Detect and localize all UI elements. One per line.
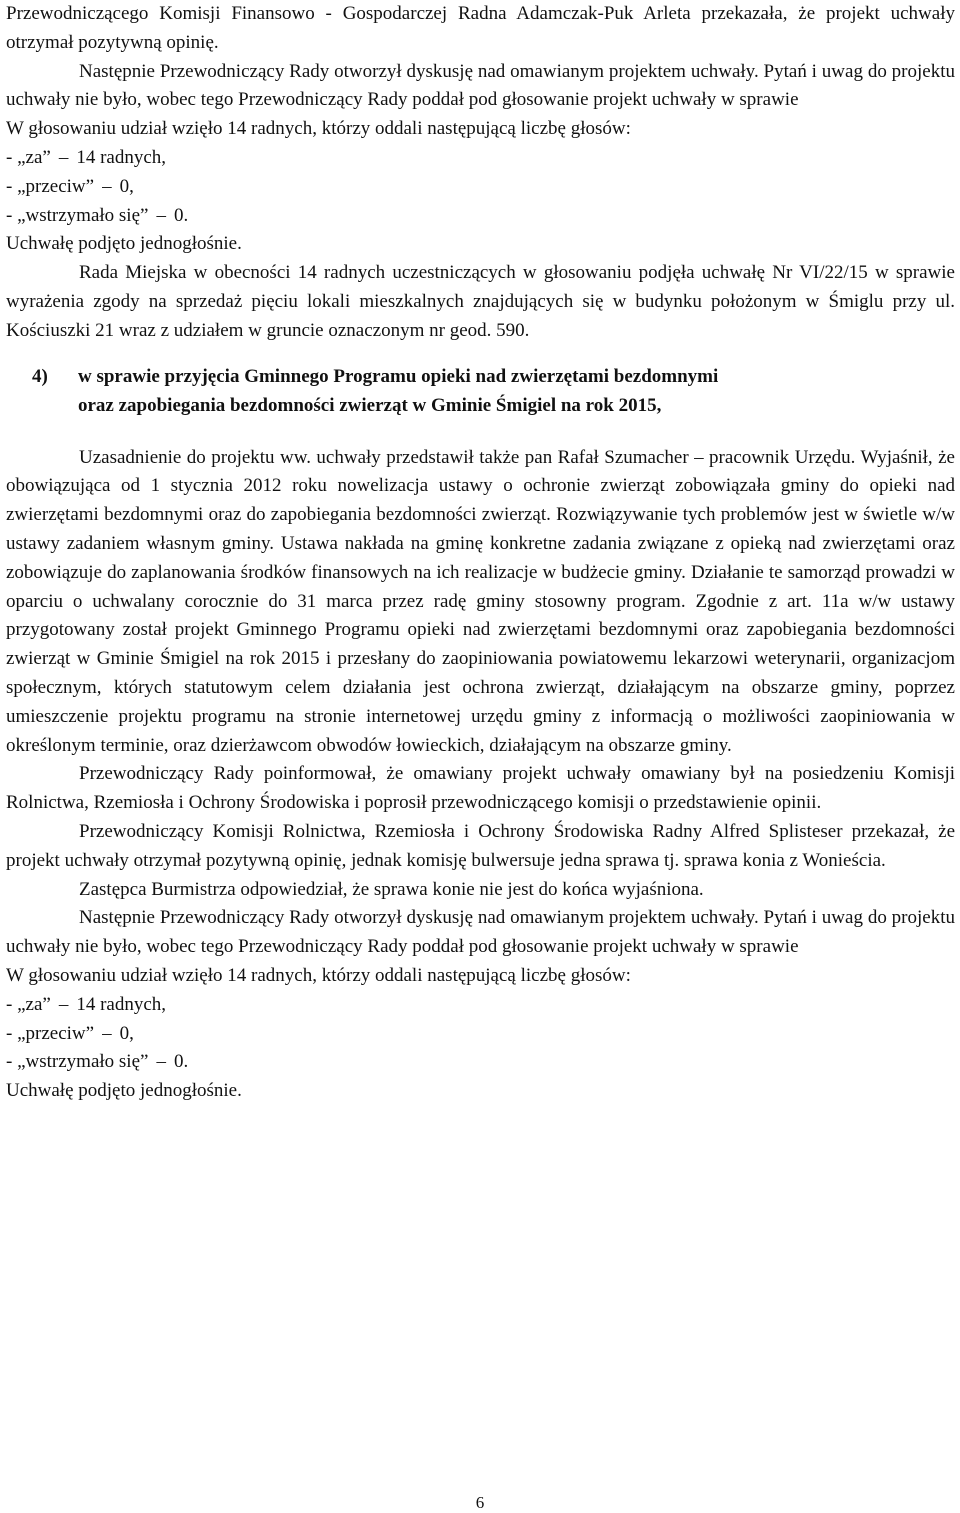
section-heading-line-2: oraz zapobiegania bezdomności zwierząt w Gminie Śmigiel na rok 2015, [78,394,662,416]
vote-list-2 [6,991,955,1077]
vote-intro-1: W głosowaniu udział wzięło 14 radnych, którzy oddali następującą liczbę głosów: [6,118,631,140]
paragraph-chair-info: Przewodniczący Rady poinformował, że omawiany projekt uchwały omawiany był na posiedzeniu Komisji Rolnictwa, Rzemiosła i Ochrony Środowiska i poprosił przewodniczącego komisji o przedstawienie opinii. [6,763,955,814]
section-heading-line-1: w sprawie przyjęcia Gminnego Programu opieki nad zwierzętami bezdomnymi [78,365,719,387]
vote-line-against: - „przeciw” – 0, [6,175,134,197]
vote-line-abstain: - „wstrzymało się” – 0. [6,1051,189,1073]
vote-line-against: - „przeciw” – 0, [6,1022,134,1044]
paragraph-discussion-2: Następnie Przewodniczący Rady otworzył dyskusję nad omawianym projektem uchwały. Pytań i uwag do projektu uchwały nie było, wobec tego Przewodniczący Rady poddał pod głosowanie projekt uchwały w sprawie [6,907,955,958]
paragraph-justification: Uzasadnienie do projektu ww. uchwały przedstawił także pan Rafał Szumacher – pracownik Urzędu. Wyjaśnił, że obowiązująca od 1 stycznia 2012 roku nowelizacja ustawy o ochronie zwierząt zobowiązała gminy do opieki nad zwierzętami bezdomnymi oraz do zapobiegania bezdomności zwierząt. Rozwiązywanie tych problemów jest w świetle w/w ustawy zadaniem własnym gminy. Ustawa nakłada na gminę konkretne zadania związane z opieką nad zwierzętami oraz zobowiązuje do zaplanowania środków finansowych na ich realizacje w budżecie gminy. Działanie te samorząd prowadzi w oparciu o uchwalany corocznie do 31 marca przez radę gminy stosowny program. Zgodnie z art. 11a w/w ustawy przygotowany został projekt Gminnego Programu opieki nad zwierzętami bezdomnymi oraz zapobiegania bezdomności zwierząt w Gminie Śmigiel na rok 2015 i przesłany do zaopiniowania powiatowemu lekarzowi weterynarii, organizacjom społecznym, których statutowym celem działania jest ochrona zwierząt, działającym na obszarze gminy, poprzez umieszczenie projektu programu na stronie internetowej urzędu gminy z informacją o możliwości zaopiniowania w określonym terminie, oraz dzierżawcom obwodów łowieckich, działającym na obszarze gminy. [6,446,955,756]
section-number: 4) [32,365,48,387]
vote-line-abstain: - „wstrzymało się” – 0. [6,204,189,226]
vote-list-1 [6,144,955,230]
unanimous-note-1: Uchwałę podjęto jednogłośnie. [6,233,242,255]
vote-line-for: - „za” – 14 radnych, [6,146,167,168]
section-heading [6,362,955,420]
paragraph-commission-opinion: Przewodniczący Komisji Rolnictwa, Rzemiosła i Ochrony Środowiska Radny Alfred Splisteser przekazał, że projekt uchwały otrzymał pozytywną opinię, jednak komisję bulwersuje jedna sprawa tj. sprawa konia z Wonieścia. [6,820,955,871]
paragraph-discussion-1: Następnie Przewodniczący Rady otworzył dyskusję nad omawianym projektem uchwały. Pytań i uwag do projektu uchwały nie było, wobec tego Przewodniczący Rady poddał pod głosowanie projekt uchwały w sprawie [6,60,955,111]
paragraph-resolution: Rada Miejska w obecności 14 radnych uczestniczących w głosowaniu podjęła uchwałę Nr VI/22/15 w sprawie wyrażenia zgody na sprzedaż pięciu lokali mieszkalnych znajdujących się w budynku położonym w Śmiglu przy ul. Kościuszki 21 wraz z udziałem w gruncie oznaczonym nr geod. 590. [6,262,955,341]
vote-line-for: - „za” – 14 radnych, [6,993,167,1015]
unanimous-note-2: Uchwałę podjęto jednogłośnie. [6,1080,242,1102]
paragraph-intro: Przewodniczącego Komisji Finansowo - Gospodarczej Radna Adamczak-Puk Arleta przekazała, że projekt uchwały otrzymał pozytywną opinię. [6,3,955,53]
vote-intro-2: W głosowaniu udział wzięło 14 radnych, którzy oddali następującą liczbę głosów: [6,964,631,986]
page-number: 6 [475,1493,485,1512]
document-page [6,0,955,1106]
paragraph-deputy-answer: Zastępca Burmistrza odpowiedział, że sprawa konie nie jest do końca wyjaśniona. [79,878,704,900]
